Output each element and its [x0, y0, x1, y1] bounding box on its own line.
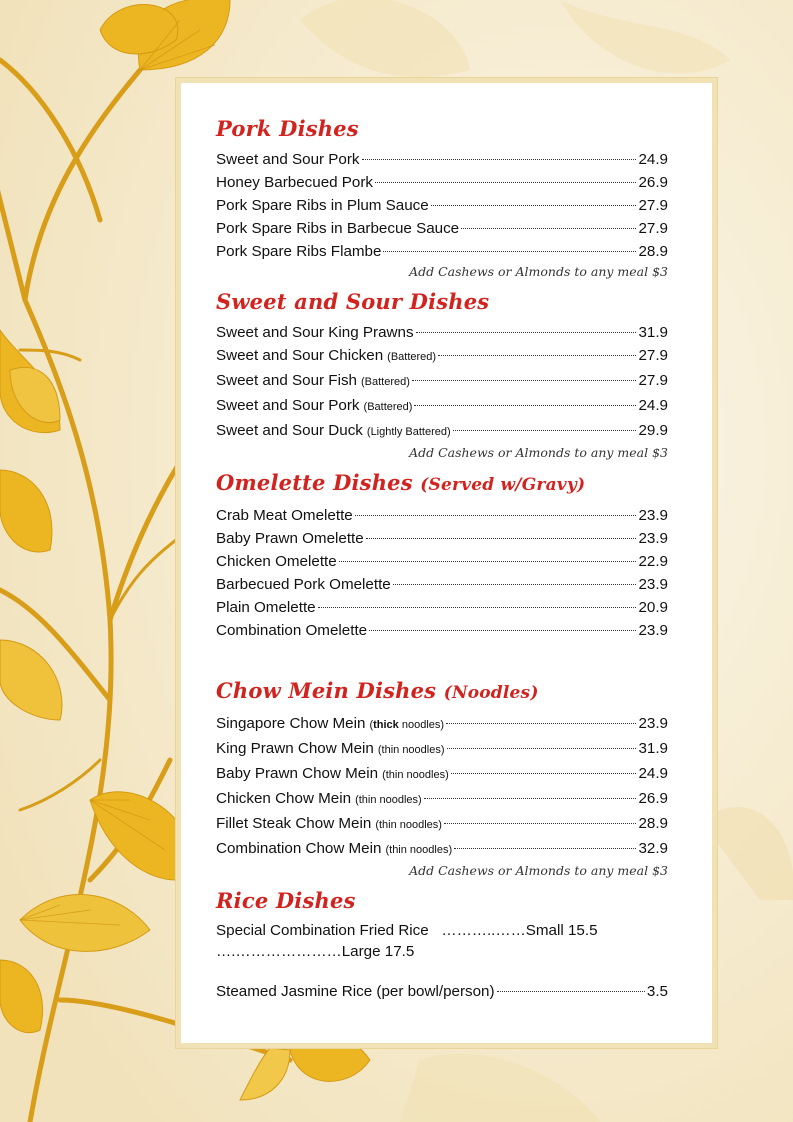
menu-item: Baby Prawn Chow Mein (thin noodles) 24.9: [216, 765, 668, 782]
addon-note: Add Cashews or Almonds to any meal $3: [409, 863, 668, 878]
menu-item: Plain Omelette 20.9: [216, 599, 668, 616]
menu-item: Pork Spare Ribs in Plum Sauce 27.9: [216, 197, 668, 214]
menu-item: Chicken Chow Mein (thin noodles) 26.9: [216, 790, 668, 807]
menu-item: Sweet and Sour King Prawns 31.9: [216, 324, 668, 341]
menu-item: Chicken Omelette 22.9: [216, 553, 668, 570]
menu-item: King Prawn Chow Mein (thin noodles) 31.9: [216, 740, 668, 757]
menu-item: Pork Spare Ribs Flambe 28.9: [216, 243, 668, 260]
menu-item: Combination Omelette 23.9: [216, 622, 668, 639]
menu-item: Honey Barbecued Pork 26.9: [216, 174, 668, 191]
menu-item: Singapore Chow Mein (thick noodles) 23.9: [216, 715, 668, 732]
section-title-sweet-sour: Sweet and Sour Dishes: [216, 289, 490, 314]
section-title-omelette: Omelette Dishes (Served w/Gravy): [216, 470, 586, 495]
jasmine-rice: Steamed Jasmine Rice (per bowl/person) 3.5: [216, 983, 668, 1000]
addon-note: Add Cashews or Almonds to any meal $3: [409, 264, 668, 279]
menu-item: Fillet Steak Chow Mein (thin noodles) 28.9: [216, 815, 668, 832]
chow-mein-list: [216, 712, 668, 862]
menu-item: Sweet and Sour Duck (Lightly Battered) 29.9: [216, 422, 668, 439]
special-fried-rice: Special Combination Fried Rice ………..……Small 15.5 ….…………………Large 17.5: [216, 922, 598, 960]
section-subtitle-omelette: (Served w/Gravy): [420, 475, 586, 495]
menu-item: Crab Meat Omelette 23.9: [216, 507, 668, 524]
section-title-pork: Pork Dishes: [216, 116, 359, 141]
pork-list: [216, 148, 668, 263]
menu-item: Pork Spare Ribs in Barbecue Sauce 27.9: [216, 220, 668, 237]
section-title-rice: Rice Dishes: [216, 888, 356, 913]
menu-item: Sweet and Sour Fish (Battered) 27.9: [216, 372, 668, 389]
menu-item: Baby Prawn Omelette 23.9: [216, 530, 668, 547]
omelette-list: [216, 504, 668, 642]
menu-content: [216, 114, 668, 1003]
menu-item: Sweet and Sour Pork 24.9: [216, 151, 668, 168]
menu-item: Sweet and Sour Pork (Battered) 24.9: [216, 397, 668, 414]
addon-note: Add Cashews or Almonds to any meal $3: [409, 445, 668, 460]
menu-item: Combination Chow Mein (thin noodles) 32.9: [216, 840, 668, 857]
menu-item: Barbecued Pork Omelette 23.9: [216, 576, 668, 593]
sweet-sour-list: [216, 321, 668, 444]
section-subtitle-chow-mein: (Noodles): [443, 683, 539, 703]
menu-item: Sweet and Sour Chicken (Battered) 27.9: [216, 347, 668, 364]
section-title-chow-mein: Chow Mein Dishes (Noodles): [216, 678, 539, 703]
